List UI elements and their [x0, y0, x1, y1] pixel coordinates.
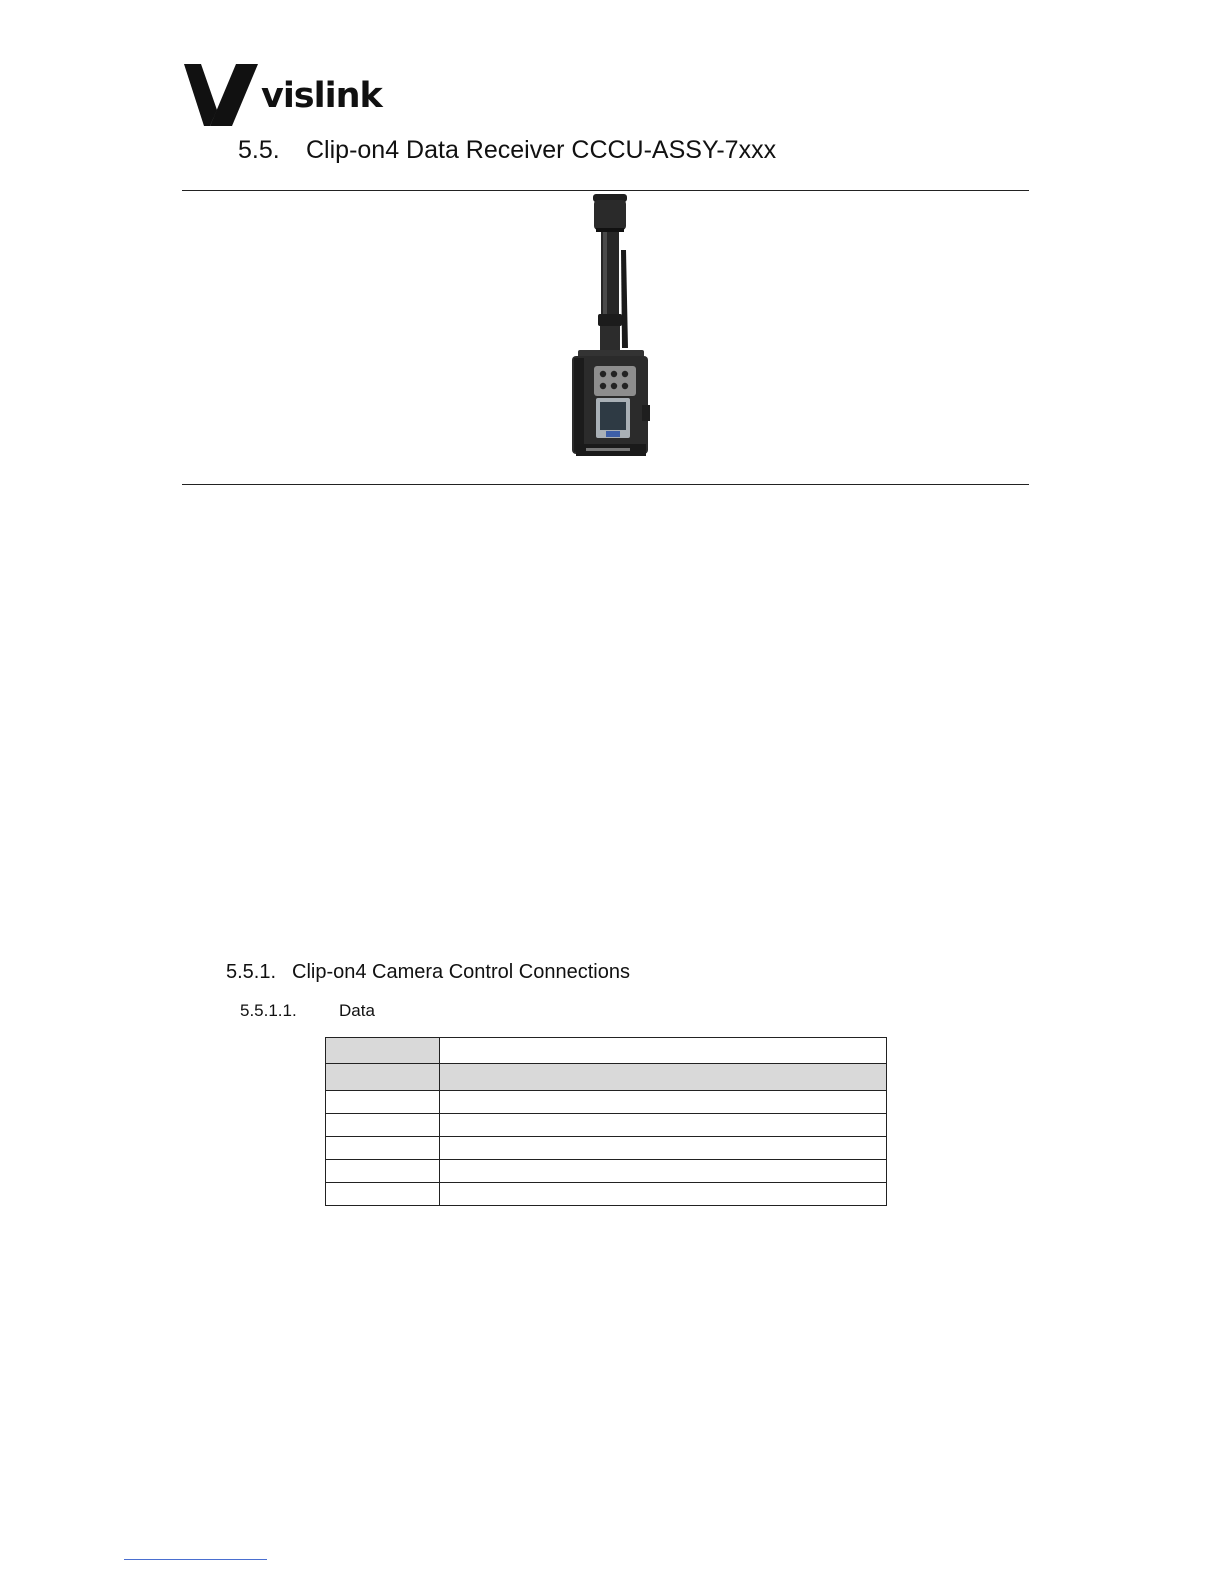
table-cell: [440, 1038, 887, 1064]
footnote-separator: [124, 1559, 267, 1560]
table-row: [326, 1091, 887, 1114]
table-cell: [440, 1091, 887, 1114]
section-title: Clip-on4 Data Receiver CCCU-ASSY-7xxx: [306, 136, 777, 164]
section-heading: [238, 136, 776, 165]
subsection-title: Clip-on4 Camera Control Connections: [292, 961, 630, 983]
table-row: [326, 1137, 887, 1160]
table-cell: [440, 1137, 887, 1160]
table-cell: [326, 1114, 440, 1137]
table-cell: [326, 1160, 440, 1183]
table-cell: [326, 1091, 440, 1114]
table-row: [326, 1160, 887, 1183]
subsection-number: 5.5.1.: [226, 961, 277, 983]
vislink-v-logo-icon: [184, 64, 260, 126]
table-row: [326, 1064, 887, 1091]
section-number: 5.5.: [238, 136, 280, 164]
table-cell: [326, 1064, 440, 1091]
table-row: [326, 1114, 887, 1137]
table-cell: [440, 1114, 887, 1137]
table-cell: [440, 1183, 887, 1206]
clip-on4-data-receiver-photo: [556, 190, 666, 462]
table-cell: [440, 1160, 887, 1183]
table-cell: [326, 1038, 440, 1064]
table-cell: [326, 1183, 440, 1206]
table-row: [326, 1183, 887, 1206]
subsection-heading: [226, 961, 630, 984]
logo-wordmark: vislink: [261, 76, 382, 116]
table-cell: [440, 1064, 887, 1091]
subsubsection-title: Data: [339, 1001, 375, 1020]
subsubsection-heading: [240, 1001, 375, 1021]
vislink-logo: [184, 64, 384, 126]
figure-bottom-rule: [182, 484, 1029, 485]
table-cell: [326, 1137, 440, 1160]
data-connector-table: [325, 1037, 887, 1206]
subsubsection-number: 5.5.1.1.: [240, 1001, 297, 1020]
table-row: [326, 1038, 887, 1064]
